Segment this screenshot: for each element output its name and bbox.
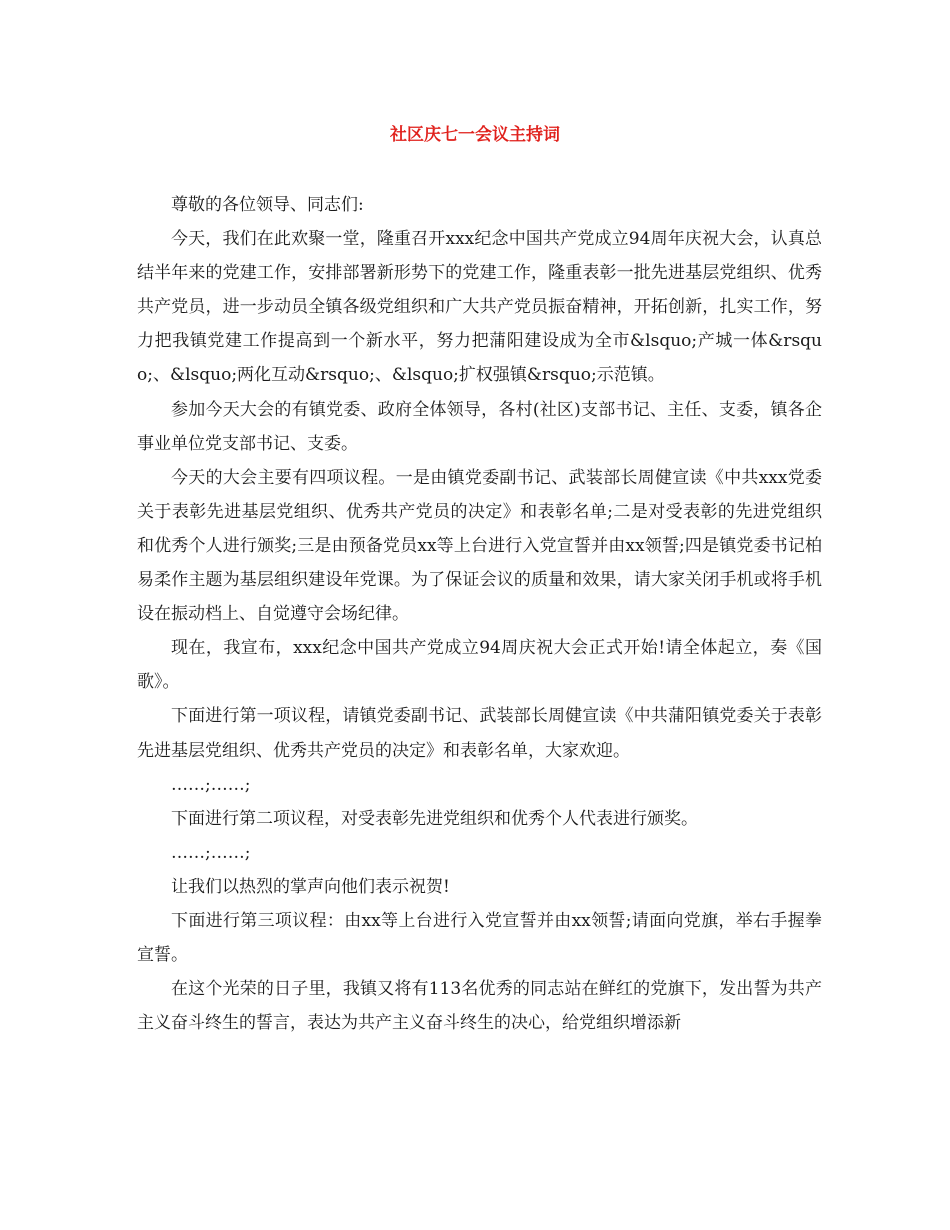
paragraph-agenda: 今天的大会主要有四项议程。一是由镇党委副书记、武装部长周健宣读《中共xxx党委关于表彰先进基层党组织、优秀共产党员的决定》和表彰名单;二是对受表彰的先进党组织和优秀个人进行颁奖;三是由预备党员xx等上台进行入党宣誓并由xx领誓;四是镇党委书记柏易柔作主题为基层组织建设年党课。为了保证会议的质量和效果，请大家关闭手机或将手机设在振动档上、自觉遵守会场纪律。 (137, 467, 822, 625)
paragraph-opening: 今天，我们在此欢聚一堂，隆重召开xxx纪念中国共产党成立94周年庆祝大会，认真总结半年来的党建工作，安排部署新形势下的党建工作，隆重表彰一批先进基层党组织、优秀共产党员，进一步动员全镇各级党组织和广大共产党员振奋精神，开拓创新，扎实工作，努力把我镇党建工作提高到一个新水平，努力把蒲阳建设成为全市&lsquo;产城一体&rsquo;、&lsquo;两化互动&rsquo;、&lsquo;扩权强镇&rsquo;示范镇。 (137, 229, 822, 386)
paragraph-item-three: 下面进行第三项议程：由xx等上台进行入党宣誓并由xx领誓;请面向党旗，举右手握拳宣誓。 (137, 910, 822, 966)
paragraph-ellipsis: ……;……; (171, 842, 251, 863)
paragraph-ellipsis: ……;……; (171, 774, 251, 795)
paragraph-attendees: 参加今天大会的有镇党委、政府全体领导，各村(社区)支部书记、主任、支委，镇各企事业单位党支部书记、支委。 (137, 399, 822, 454)
document-title: 社区庆七一会议主持词 (390, 125, 560, 145)
document-body (137, 188, 822, 1040)
paragraph-item-two: 下面进行第二项议程，对受表彰先进党组织和优秀个人代表进行颁奖。 (171, 808, 698, 829)
paragraph-applause: 让我们以热烈的掌声向他们表示祝贺! (171, 876, 450, 897)
paragraph-oath: 在这个光荣的日子里，我镇又将有113名优秀的同志站在鲜红的党旗下，发出誓为共产主义奋斗终生的誓言，表达为共产主义奋斗终生的决心，给党组织增添新 (137, 979, 822, 1034)
paragraph-announcement: 现在，我宣布，xxx纪念中国共产党成立94周庆祝大会正式开始!请全体起立，奏《国歌》。 (137, 638, 822, 693)
paragraph-greeting: 尊敬的各位领导、同志们: (171, 195, 364, 215)
paragraph-item-one: 下面进行第一项议程，请镇党委副书记、武装部长周健宣读《中共蒲阳镇党委关于表彰先进基层党组织、优秀共产党员的决定》和表彰名单，大家欢迎。 (137, 706, 822, 761)
